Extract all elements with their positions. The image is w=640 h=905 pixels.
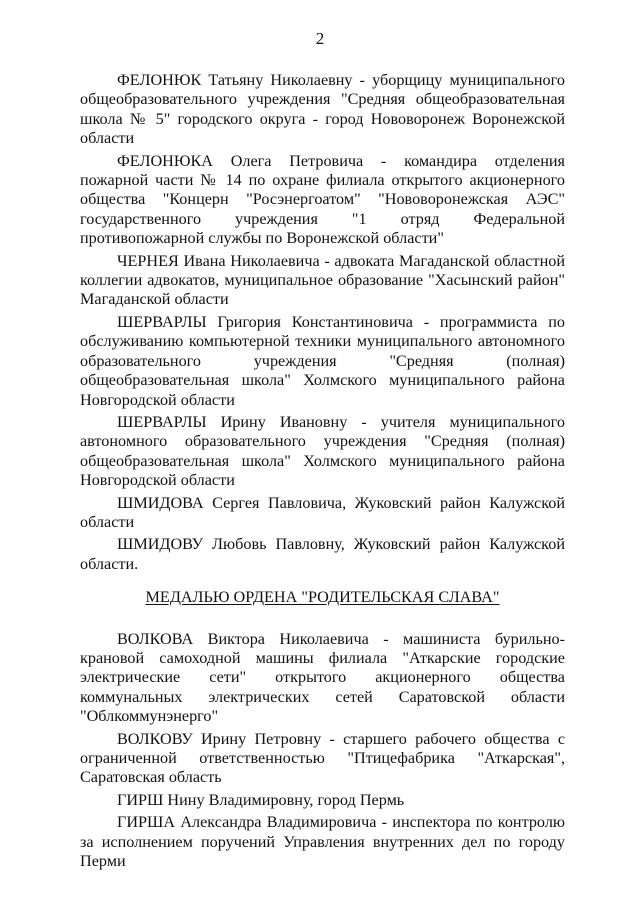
award-entry-felonyuk-tatyana: [80, 71, 565, 149]
entry-line: "Облкоммунэнерго": [80, 707, 219, 726]
award-entry-felonyuk-oleg: [80, 152, 565, 249]
entry-line: ГИРШ Нину Владимировну, город Пермь: [117, 790, 405, 809]
entry-line: ЧЕРНЕЯ Ивана Николаевича - адвоката Магаданской областной: [117, 251, 565, 270]
entry-line: государственного учреждения "1 отряд Федеральной: [80, 209, 565, 228]
entry-line: школа № 5" городского округа - город Нововоронеж Воронежской: [80, 109, 565, 128]
award-list-continued: [80, 71, 565, 574]
entry-line: Саратовская область: [80, 768, 222, 787]
award-entry-shmidov-sergey: [80, 494, 565, 533]
entry-line: Новгородской области: [80, 390, 235, 409]
entry-line: Магаданской области: [80, 290, 229, 309]
award-entry-shervarly-irina: [80, 413, 565, 491]
award-entry-girsh-nina: [80, 791, 565, 810]
entry-line: общеобразовательная школа" Холмского муниципального района: [80, 371, 565, 390]
entry-line: ФЕЛОНЮКА Олега Петровича - командира отделения: [117, 151, 565, 170]
entry-line: ШМИДОВА Сергея Павловича, Жуковский район Калужской: [117, 493, 565, 512]
entry-line: общеобразовательная школа" Холмского муниципального района: [80, 451, 565, 470]
entry-line: общеобразовательного учреждения "Средняя общеобразовательная: [80, 90, 565, 109]
entry-line: области: [80, 512, 135, 531]
entry-line: Новгородской области: [80, 471, 235, 490]
award-entry-girsh-alexander: [80, 813, 565, 871]
entry-line: ограниченной ответственностью "Птицефабрика "Аткарская",: [80, 749, 565, 767]
entry-line: за исполнением поручений Управления внутренних дел по городу: [80, 832, 565, 851]
award-entry-shervarly-grigory: [80, 313, 565, 410]
entry-line: электрические сети" открытого акционерного общества: [80, 668, 565, 687]
entry-line: ВОЛКОВА Виктора Николаевича - машиниста бурильно-: [117, 629, 565, 648]
entry-line: ШЕРВАРЛЫ Ирину Ивановну - учителя муниципального: [117, 412, 565, 431]
entry-line: коммунальных электрических сетей Саратовской области: [80, 687, 565, 706]
entry-line: Перми: [80, 852, 126, 871]
section-heading-parental-glory-medal: МЕДАЛЬЮ ОРДЕНА "РОДИТЕЛЬСКАЯ СЛАВА": [145, 588, 500, 607]
entry-line: ШЕРВАРЛЫ Григория Константиновича - программиста по: [117, 312, 565, 331]
entry-line: пожарной части № 14 по охране филиала открытого акционерного: [80, 171, 565, 190]
entry-line: образовательного учреждения "Средняя (полная): [80, 351, 565, 370]
entry-line: общества "Концерн "Росэнергоатом" "Нововоронежская АЭС": [80, 190, 565, 209]
page-number: 2: [315, 29, 325, 48]
entry-line: коллегии адвокатов, муниципальное образование "Хасынский район": [80, 271, 565, 290]
entry-line: крановой самоходной машины филиала "Аткарские городские: [80, 648, 565, 667]
document-body: [80, 71, 565, 874]
entry-line: обслуживанию компьютерной техники муниципального автономного: [80, 332, 565, 351]
award-list-medal: [80, 630, 565, 872]
award-entry-cherney-ivan: [80, 252, 565, 310]
entry-line: автономного образовательного учреждения "Средняя (полная): [80, 432, 565, 451]
entry-line: противопожарной службы по Воронежской области": [80, 229, 444, 248]
entry-line: области: [80, 129, 135, 148]
award-entry-shmidova-lyubov: [80, 535, 565, 574]
award-entry-volkov-viktor: [80, 630, 565, 727]
entry-line: ШМИДОВУ Любовь Павловну, Жуковский район Калужской: [117, 535, 565, 554]
entry-line: ГИРША Александра Владимировича - инспектора по контролю: [117, 813, 565, 832]
entry-line: ФЕЛОНЮК Татьяну Николаевну - уборщицу муниципального: [117, 71, 565, 89]
entry-line: ВОЛКОВУ Ирину Петровну - старшего рабочего общества с: [117, 729, 565, 748]
entry-line: области.: [80, 554, 139, 573]
award-entry-volkova-irina: [80, 730, 565, 788]
